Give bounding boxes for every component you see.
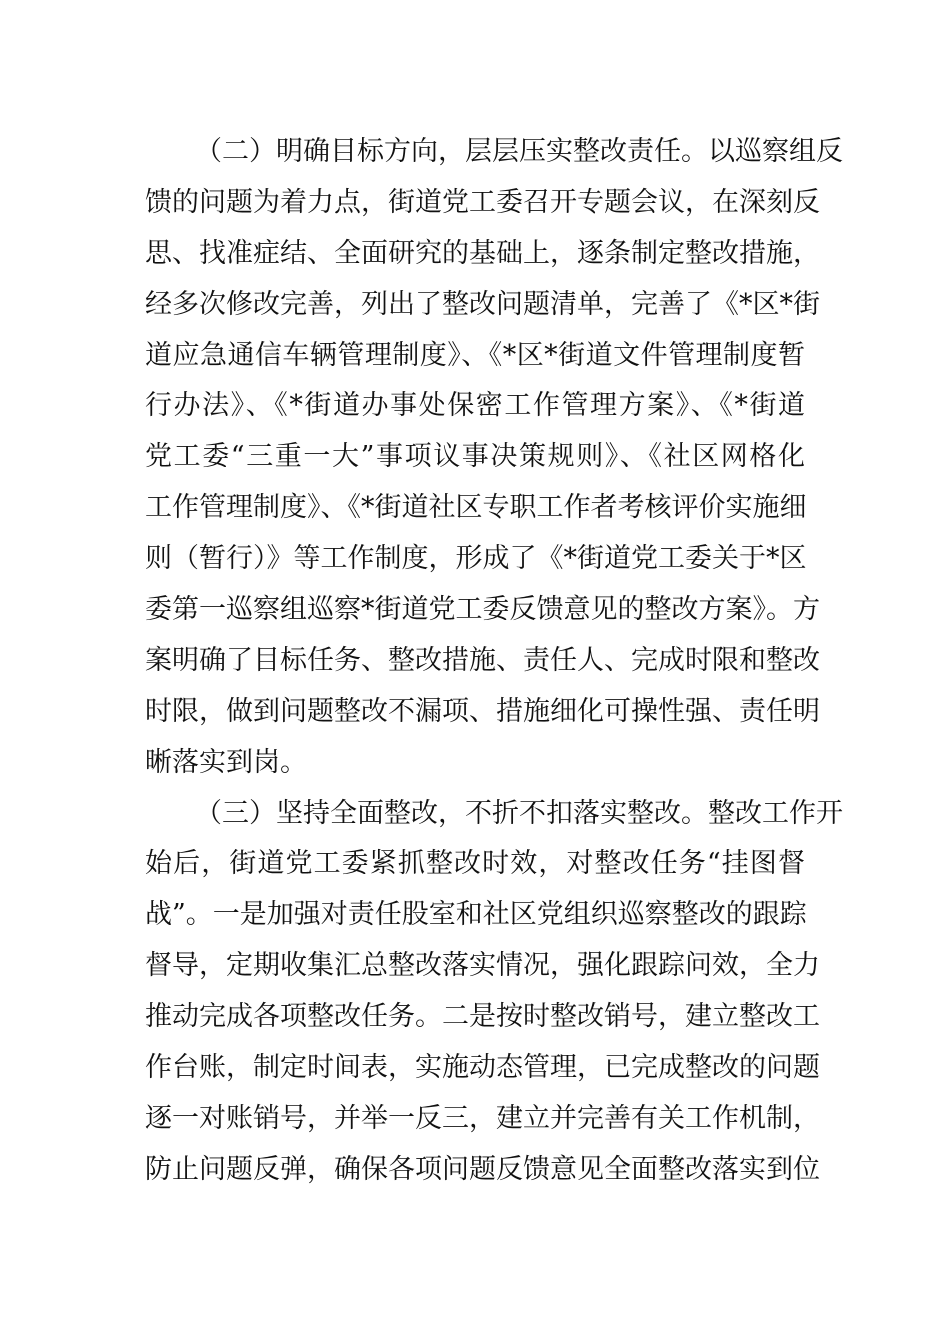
paragraph-section-two bbox=[145, 127, 843, 789]
text-line: （二）明确目标方向，层层压实整改责任。以巡察组反 bbox=[195, 136, 843, 167]
text-line: 工作管理制度》、《*街道社区专职工作者考核评价实施细 bbox=[145, 492, 807, 524]
text-line: 逐一对账销号，并举一反三，建立并完善有关工作机制， bbox=[145, 1102, 820, 1134]
document-page bbox=[145, 127, 843, 1196]
text-line: 防止问题反弹，确保各项问题反馈意见全面整改落实到位 bbox=[145, 1153, 820, 1185]
text-line: 督导，定期收集汇总整改落实情况，强化跟踪问效，全力 bbox=[145, 950, 820, 982]
text-line: 馈的问题为着力点，街道党工委召开专题会议，在深刻反 bbox=[145, 186, 820, 218]
text-line: 行办法》、《*街道办事处保密工作管理方案》、《*街道 bbox=[145, 390, 805, 422]
text-line: 时限，做到问题整改不漏项、措施细化可操性强、责任明 bbox=[145, 695, 820, 727]
text-line: 党工委“三重一大”事项议事决策规则》、《社区网格化 bbox=[145, 441, 805, 473]
text-line: 战”。一是加强对责任股室和社区党组织巡察整改的跟踪 bbox=[145, 899, 807, 931]
text-line: 案明确了目标任务、整改措施、责任人、完成时限和整改 bbox=[145, 644, 820, 676]
text-line: 推动完成各项整改任务。二是按时整改销号，建立整改工 bbox=[145, 1001, 820, 1033]
text-line: 作台账，制定时间表，实施动态管理，已完成整改的问题 bbox=[145, 1052, 820, 1084]
text-line: 思、找准症结、全面研究的基础上，逐条制定整改措施， bbox=[145, 237, 820, 269]
text-line: 道应急通信车辆管理制度》、《*区*街道文件管理制度暂 bbox=[145, 339, 805, 371]
text-line: 委第一巡察组巡察*街道党工委反馈意见的整改方案》。方 bbox=[145, 594, 820, 626]
text-line: 则（暂行）》等工作制度，形成了《*街道党工委关于*区 bbox=[145, 543, 807, 575]
text-line: 晰落实到岗。 bbox=[145, 746, 307, 778]
text-line: （三）坚持全面整改，不折不扣落实整改。整改工作开 bbox=[195, 797, 843, 829]
paragraph-section-three bbox=[145, 789, 843, 1196]
text-line: 经多次修改完善，列出了整改问题清单，完善了《*区*街 bbox=[145, 288, 820, 320]
text-line: 始后，街道党工委紧抓整改时效，对整改任务“挂图督 bbox=[145, 848, 805, 880]
